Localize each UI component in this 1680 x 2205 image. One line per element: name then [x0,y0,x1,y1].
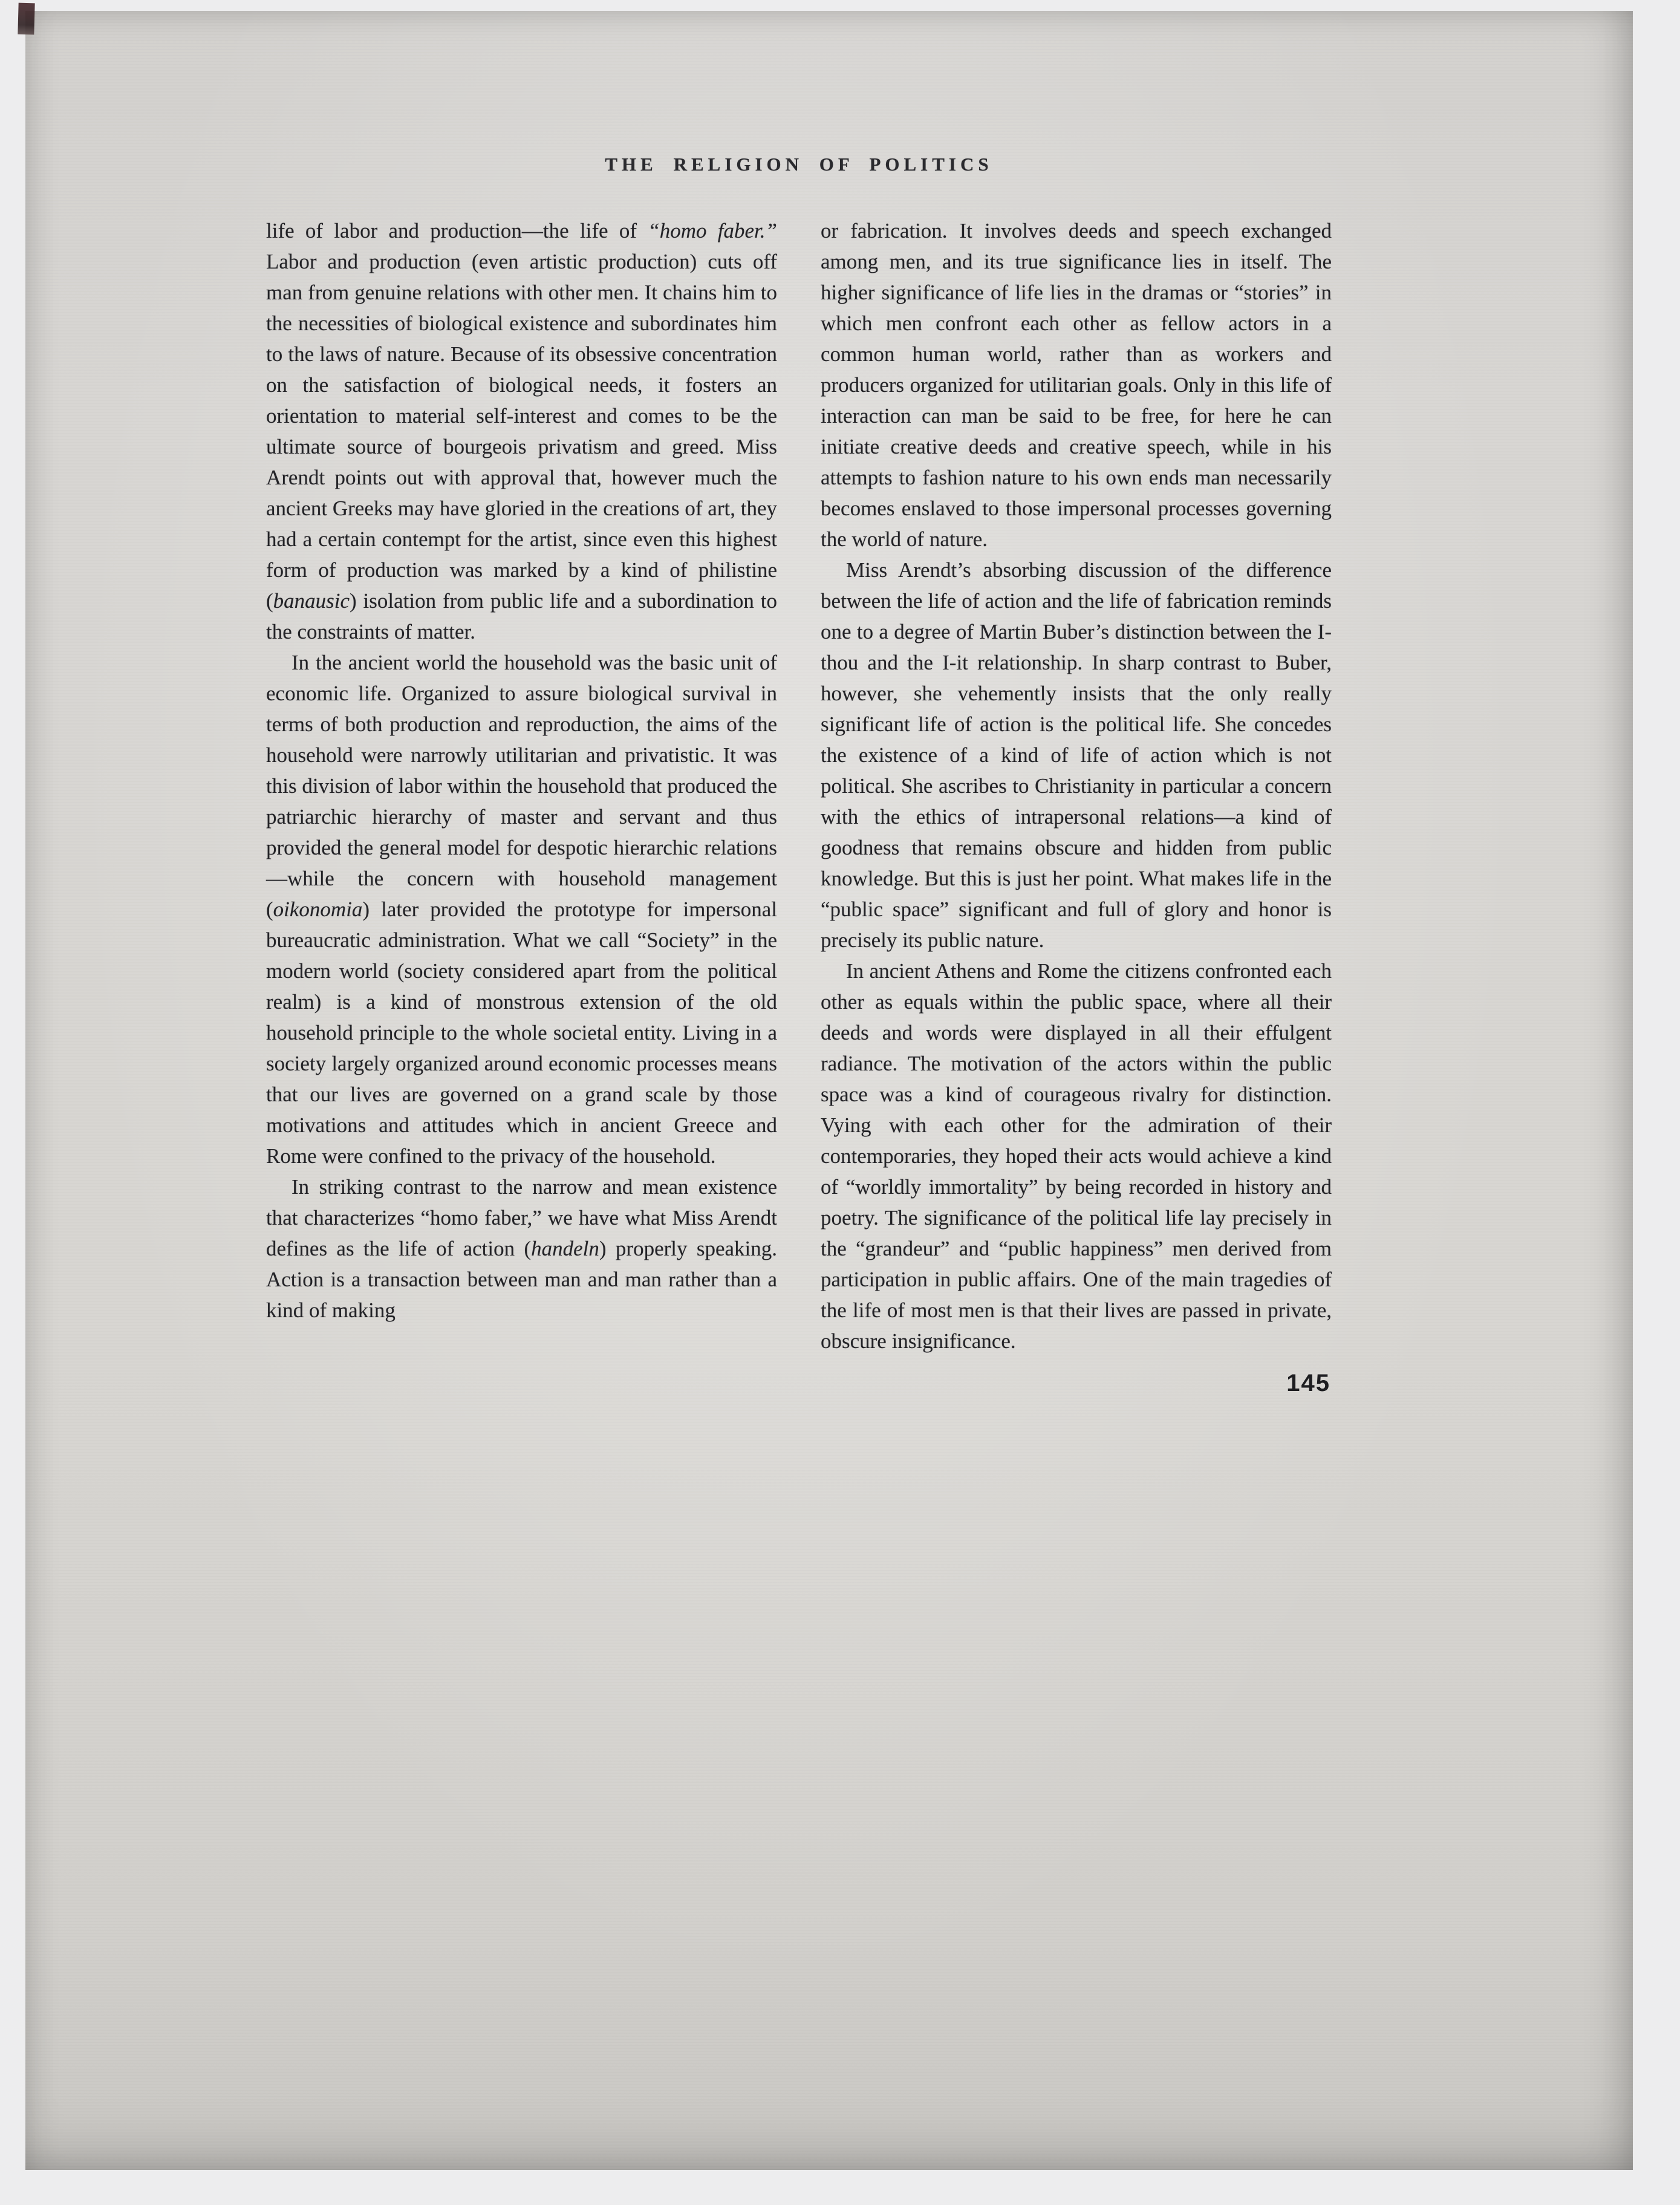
paragraph: Miss Arendt’s absorbing discussion of the difference between the life of action and the life of fabrication reminds one to a degree of Martin Buber’s distinction between the I-thou and the I-it relationship. In sharp contrast to Buber, however, she vehemently insists that the only really significant life of action is the political life. She concedes the existence of a kind of life of action which is not political. She ascribes to Christianity in particular a concern with the ethics of intrapersonal relations—a kind of goodness that remains obscure and hidden from public knowledge. But this is just her point. What makes life in the “public space” significant and full of glory and honor is precisely its public nature. [821,558,1332,952]
paragraph: In ancient Athens and Rome the citizens confronted each other as equals within the public space, where all their deeds and words were displayed in all their effulgent radiance. The motivation of the actors within the public space was a kind of courageous rivalry for distinction. Vying with each other for the admiration of their contemporaries, they hoped their acts would achieve a kind of “worldly immortality” by being recorded in history and poetry. The significance of the political life lay precisely in the “grandeur” and “public happiness” men derived from participation in public affairs. One of the main tragedies of the life of most men is that their lives are passed in private, obscure insignificance. [821,959,1332,1353]
paragraph: life of labor and production—the life of “homo faber.” Labor and production (even artistic production) cuts off man from genuine relations with other men. It chains him to the necessities of biological existence and subordinates him to the laws of nature. Because of its obsessive concentration on the satisfaction of biological needs, it fosters an orientation to material self-interest and comes to be the ultimate source of bourgeois privatism and greed. Miss Arendt points out with approval that, however much the ancient Greeks may have gloried in the creations of art, they had a certain contempt for the artist, since even this highest form of production was marked by a kind of philistine (banausic) isolation from public life and a subordination to the constraints of matter. [266,219,777,643]
paragraph: or fabrication. It involves deeds and speech exchanged among men, and its true significance lies in itself. The higher significance of life lies in the dramas or “stories” in which men confront each other as fellow actors in a common human world, rather than as workers and producers organized for utilitarian goals. Only in this life of interaction can man be said to be free, for here he can initiate creative deeds and creative speech, while in his attempts to fashion nature to his own ends man necessarily becomes enslaved to those impersonal processes governing the world of nature. [821,219,1332,551]
text-column-right [821,215,1332,1357]
page-content [266,154,1332,1397]
scanned-page [25,11,1633,2170]
page-number: 145 [1286,1370,1330,1396]
paragraph: In the ancient world the household was the basic unit of economic life. Organized to assure biological survival in terms of both production and reproduction, the aims of the household were narrowly utilitarian and privatistic. It was this division of labor within the household that produced the patriarchic hierarchy of master and servant and thus provided the general model for despotic hierarchic relations—while the concern with household management (oikonomia) later provided the prototype for impersonal bureaucratic administration. What we call “Society” in the modern world (society considered apart from the political realm) is a kind of monstrous extension of the old household principle to the whole societal entity. Living in a society largely organized around economic processes means that our lives are governed on a grand scale by those motivations and attitudes which in ancient Greece and Rome were confined to the privacy of the household. [266,651,777,1168]
text-column-left [266,215,777,1357]
page-header: THE RELIGION OF POLITICS [605,154,993,175]
scan-artifact [18,3,34,35]
paragraph: In striking contrast to the narrow and mean existence that characterizes “homo faber,” we have what Miss Arendt defines as the life of action (handeln) properly speaking. Action is a transaction between man and man rather than a kind of making [266,1175,778,1322]
text-columns [266,215,1332,1357]
